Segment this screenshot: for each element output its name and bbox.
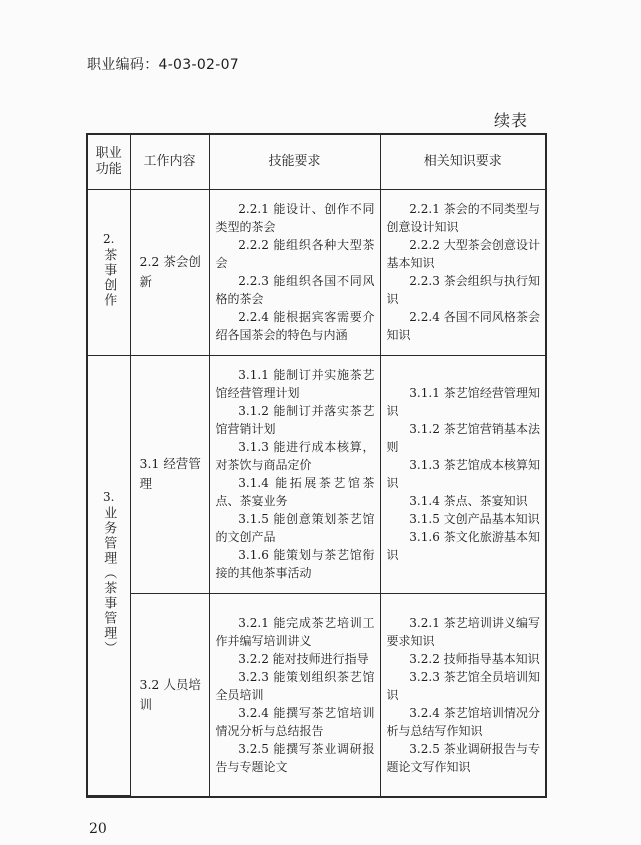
skill-item: 3.1.5 能创意策划茶艺馆的文创产品 — [215, 512, 375, 544]
work-content-cell: 2.2 茶会创新 — [130, 189, 209, 355]
skill-item: 2.2.4 能根据宾客需要介绍各国茶会的特色与内涵 — [215, 310, 375, 342]
skill-item: 3.2.3 能策划组织茶艺馆全员培训 — [215, 669, 375, 702]
knowledge-item: 2.2.3 茶会组织与执行知识 — [386, 274, 540, 306]
table-header-row — [88, 135, 545, 189]
skill-item: 3.1.4 能拓展茶艺馆茶点、茶宴业务 — [215, 476, 375, 508]
knowledge-item: 3.1.6 茶文化旅游基本知识 — [386, 530, 540, 562]
header-knowledge-requirements: 相关知识要求 — [380, 135, 545, 189]
knowledge-item: 3.1.3 茶艺馆成本核算知识 — [386, 458, 540, 490]
knowledge-item: 3.1.2 茶艺馆营销基本法则 — [386, 422, 540, 454]
knowledge-item: 3.1.4 茶点、茶宴知识 — [409, 494, 528, 508]
function-cell-3 — [88, 355, 130, 796]
table-row — [88, 593, 545, 796]
knowledge-item: 3.1.5 文创产品基本知识 — [409, 512, 540, 526]
function-title: 业务管理（茶事管理） — [101, 506, 117, 657]
skill-item: 3.2.2 能对技师进行指导 — [238, 651, 369, 666]
skill-item: 2.2.2 能组织各种大型茶会 — [215, 238, 375, 270]
skill-item: 2.2.3 能组织各国不同风格的茶会 — [215, 274, 375, 306]
knowledge-item: 3.2.4 茶艺馆培训情况分析与总结写作知识 — [386, 705, 540, 738]
skill-item: 3.1.1 能制订并实施茶艺馆经营管理计划 — [215, 368, 375, 400]
skills-table — [86, 133, 547, 798]
table-row — [88, 189, 545, 355]
header-work-content: 工作内容 — [130, 135, 209, 189]
page-number: 20 — [89, 821, 107, 837]
skill-item: 3.2.1 能完成茶艺培训工作并编写培训讲义 — [215, 615, 375, 648]
skill-item: 3.1.2 能制订并落实茶艺馆营销计划 — [215, 404, 375, 436]
knowledge-item: 3.2.2 技师指导基本知识 — [409, 651, 540, 666]
function-cell-2 — [88, 189, 130, 355]
work-content-cell: 3.1 经营管理 — [130, 355, 209, 593]
knowledge-item: 3.2.3 茶艺馆全员培训知识 — [386, 669, 540, 702]
continued-table-label: 续表 — [494, 111, 529, 130]
table-row — [88, 355, 545, 593]
work-content-cell: 3.2 人员培训 — [130, 593, 209, 796]
header-function: 职业功能 — [88, 135, 130, 189]
skill-item: 3.1.6 能策划与茶艺馆衔接的其他茶事活动 — [215, 548, 375, 580]
knowledge-item: 3.2.1 茶艺培训讲义编写要求知识 — [386, 615, 540, 648]
knowledge-item: 3.1.1 茶艺馆经营管理知识 — [386, 386, 540, 418]
function-number: 3. — [103, 490, 115, 505]
knowledge-cell — [380, 593, 545, 796]
skill-item: 3.2.4 能撰写茶艺馆培训情况分析与总结报告 — [215, 705, 375, 738]
skill-item: 3.2.5 能撰写茶业调研报告与专题论文 — [215, 741, 375, 774]
skills-cell — [209, 189, 380, 355]
skills-cell — [209, 593, 380, 796]
knowledge-item: 2.2.1 茶会的不同类型与创意设计知识 — [386, 202, 540, 234]
skill-item: 3.1.3 能进行成本核算，对茶饮与商品定价 — [215, 440, 375, 472]
knowledge-item: 2.2.2 大型茶会创意设计基本知识 — [386, 238, 540, 270]
occupation-code: 职业编码：4-03-02-07 — [87, 57, 240, 73]
function-number: 2. — [103, 232, 115, 246]
knowledge-item: 2.2.4 各国不同风格茶会知识 — [386, 310, 540, 342]
function-title: 茶事创作 — [101, 248, 117, 308]
knowledge-item: 3.2.5 茶业调研报告与专题论文写作知识 — [386, 741, 540, 774]
header-skill-requirements: 技能要求 — [209, 135, 380, 189]
skills-cell — [209, 355, 380, 593]
knowledge-cell — [380, 355, 545, 593]
skill-item: 2.2.1 能设计、创作不同类型的茶会 — [215, 202, 375, 234]
knowledge-cell — [380, 189, 545, 355]
